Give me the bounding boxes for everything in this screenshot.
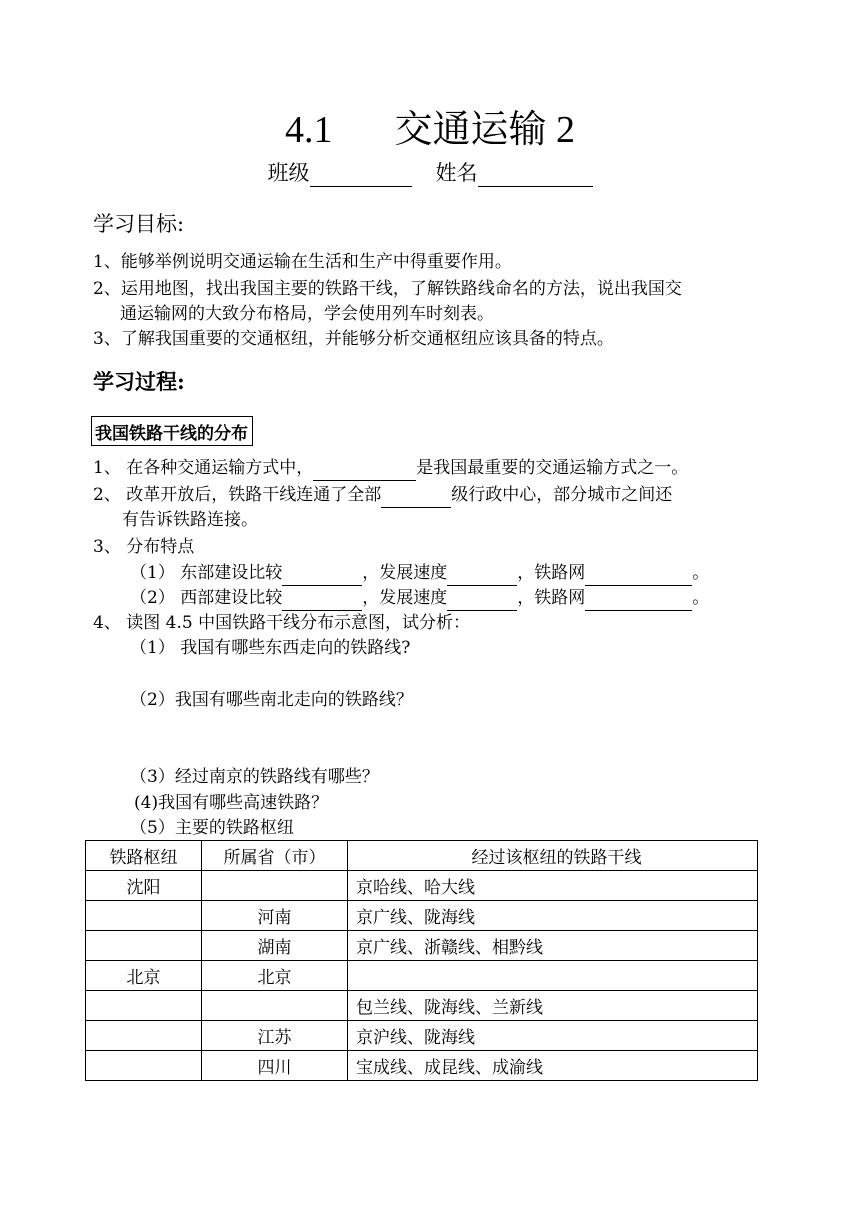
q3-1-text: （1） 东部建设比较: [130, 563, 283, 583]
question-3: 3、 分布特点: [93, 537, 195, 557]
question-2: [93, 483, 672, 508]
question-4: 4、 读图 4.5 中国铁路干线分布示意图，试分析：: [93, 613, 471, 633]
goal-item-2: 2、运用地图，找出我国主要的铁路干线，了解铁路线命名的方法，说出我国交: [93, 279, 682, 299]
question-1: [93, 456, 688, 481]
q3-2-end: 。: [692, 588, 710, 608]
title-text: 交通运输 2: [394, 109, 575, 151]
q2-text-a: 2、 改革开放后，铁路干线连通了全部: [93, 485, 382, 505]
question-4-5: （5）主要的铁路枢纽: [130, 818, 294, 838]
q2-blank[interactable]: [381, 487, 451, 508]
goals-heading: 学习目标:: [93, 212, 185, 236]
cell-province[interactable]: 湖南: [202, 931, 348, 961]
q3-2-blank-net[interactable]: [585, 590, 692, 611]
cell-lines[interactable]: 京沪线、陇海线: [348, 1021, 758, 1051]
cell-lines[interactable]: [348, 961, 758, 991]
cell-lines[interactable]: 包兰线、陇海线、兰新线: [348, 991, 758, 1021]
q3-1-end: 。: [692, 563, 710, 583]
cell-hub[interactable]: [86, 991, 202, 1021]
section-title: 我国铁路干线的分布: [91, 416, 253, 446]
cell-province[interactable]: 河南: [202, 901, 348, 931]
q3-2-speed-label: ，发展速度: [362, 588, 448, 608]
cell-hub[interactable]: 北京: [86, 961, 202, 991]
q3-1-net-label: ，铁路网: [517, 563, 586, 583]
q3-2-blank-build[interactable]: [282, 590, 362, 611]
title-number: 4.1: [284, 109, 333, 151]
question-4-1: （1） 我国有哪些东西走向的铁路线?: [130, 638, 411, 658]
question-2-cont: 有告诉铁路连接。: [122, 510, 258, 530]
question-3-2: [130, 586, 709, 611]
cell-hub[interactable]: [86, 1021, 202, 1051]
header-province: 所属省（市）: [202, 841, 348, 871]
class-name-line: [0, 157, 860, 187]
cell-hub[interactable]: [86, 901, 202, 931]
cell-hub[interactable]: 沈阳: [86, 871, 202, 901]
header-lines: 经过该枢纽的铁路干线: [348, 841, 758, 871]
question-4-2: （2）我国有哪些南北走向的铁路线？: [130, 690, 413, 710]
cell-hub[interactable]: [86, 931, 202, 961]
cell-province[interactable]: [202, 991, 348, 1021]
cell-province[interactable]: 江苏: [202, 1021, 348, 1051]
q3-2-text: （2） 西部建设比较: [130, 588, 283, 608]
cell-province[interactable]: [202, 871, 348, 901]
table-row: [86, 871, 758, 901]
railway-hub-table: [85, 840, 758, 1081]
goal-item-2-cont: 通运输网的大致分布格局，学会使用列车时刻表。: [120, 304, 494, 324]
page-title: [0, 98, 860, 153]
header-hub: 铁路枢纽: [86, 841, 202, 871]
q1-text-a: 1、 在各种交通运输方式中，: [93, 458, 314, 478]
cell-lines[interactable]: 京广线、浙赣线、相黔线: [348, 931, 758, 961]
question-4-3: （3）经过南京的铁路线有哪些？: [130, 767, 379, 787]
table-row: [86, 991, 758, 1021]
table-row: [86, 901, 758, 931]
table-header-row: [86, 841, 758, 871]
table-row: [86, 1021, 758, 1051]
question-3-1: [130, 561, 709, 586]
name-blank[interactable]: [478, 166, 593, 187]
class-blank[interactable]: [310, 166, 412, 187]
q1-blank[interactable]: [313, 460, 416, 481]
cell-lines[interactable]: 宝成线、成昆线、成渝线: [348, 1051, 758, 1081]
goal-item-3: 3、了解我国重要的交通枢纽，并能够分析交通枢纽应该具备的特点。: [93, 329, 614, 349]
process-heading: 学习过程:: [93, 369, 185, 394]
table-row: [86, 1051, 758, 1081]
q2-text-b: 级行政中心，部分城市之间还: [451, 485, 673, 505]
cell-province[interactable]: 四川: [202, 1051, 348, 1081]
class-label: 班级: [267, 161, 310, 185]
cell-province[interactable]: 北京: [202, 961, 348, 991]
goal-item-1: 1、能够举例说明交通运输在生活和生产中得重要作用。: [93, 252, 512, 272]
cell-hub[interactable]: [86, 1051, 202, 1081]
cell-lines[interactable]: 京广线、陇海线: [348, 901, 758, 931]
q3-1-blank-net[interactable]: [585, 565, 692, 586]
name-label: 姓名: [435, 161, 478, 185]
cell-lines[interactable]: 京哈线、哈大线: [348, 871, 758, 901]
question-4-4: (4)我国有哪些高速铁路？: [134, 793, 329, 813]
table-row: [86, 961, 758, 991]
table-row: [86, 931, 758, 961]
q3-1-blank-speed[interactable]: [447, 565, 517, 586]
q1-text-b: 是我国最重要的交通运输方式之一。: [416, 458, 689, 478]
q3-2-net-label: ，铁路网: [517, 588, 586, 608]
q3-2-blank-speed[interactable]: [447, 590, 517, 611]
q3-1-speed-label: ，发展速度: [362, 563, 448, 583]
q3-1-blank-build[interactable]: [282, 565, 362, 586]
